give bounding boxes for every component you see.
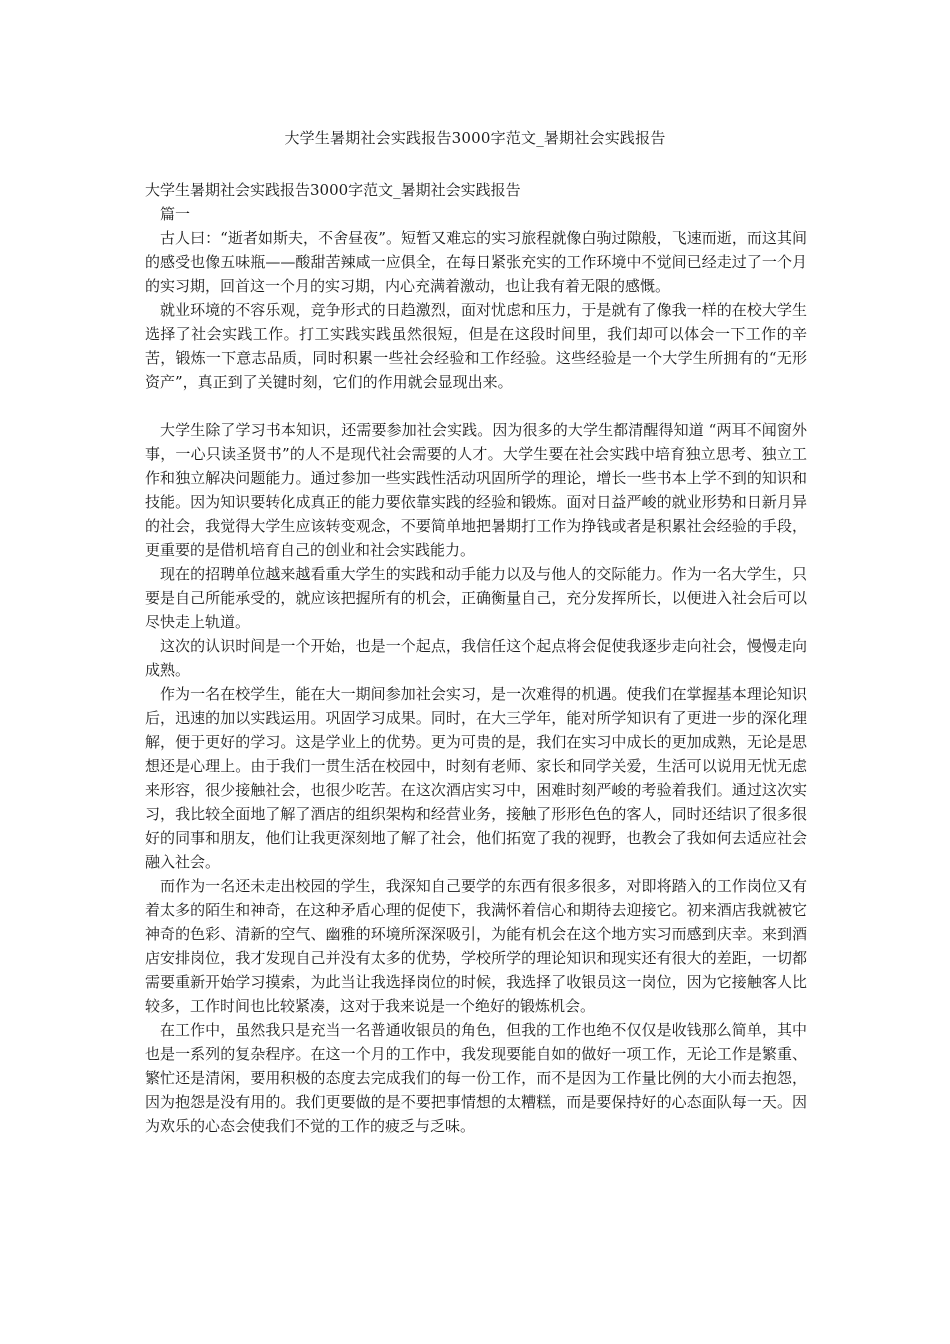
paragraph: 而作为一名还未走出校园的学生，我深知自己要学的东西有很多很多，对即将踏入的工作岗位又有着太多的陌生和神奇，在这种矛盾心理的促使下，我满怀着信心和期待去迎接它。初来酒店我就被它神奇的色彩、清新的空气、幽雅的环境所深深吸引，为能有机会在这个地方实习而感到庆幸。来到酒店安排岗位，我才发现自己并没有太多的优势，学校所学的理论知识和现实还有很大的差距，一切都需要重新开始学习摸索，为此当让我选择岗位的时候，我选择了收银员这一岗位，因为它接触客人比较多，工作时间也比较紧凑，这对于我来说是一个绝好的锻炼机会。 — [145, 877, 807, 1015]
section-label: 篇一 — [160, 205, 191, 223]
blank-line — [145, 394, 807, 418]
paragraph: 在工作中，虽然我只是充当一名普通收银员的角色，但我的工作也绝不仅仅是收钱那么简单，其中也是一系列的复杂程序。在这一个月的工作中，我发现要能自如的做好一项工作，无论工作是繁重、繁忙还是清闲，要用积极的态度去完成我们的每一份工作，而不是因为工作量比例的大小而去抱怨，因为抱怨是没有用的。我们更要做的是不要把事情想的太糟糕，而是要保持好的心态面队每一天。因为欢乐的心态会使我们不觉的工作的疲乏与乏味。 — [145, 1021, 807, 1135]
document-body — [145, 178, 807, 1138]
document-subtitle: 大学生暑期社会实践报告3000字范文_暑期社会实践报告 — [145, 181, 521, 199]
paragraph: 古人曰：“逝者如斯夫，不舍昼夜”。短暂又难忘的实习旅程就像白驹过隙般，飞速而逝，而这其间的感受也像五味瓶——酸甜苦辣咸一应俱全，在每日紧张充实的工作环境中不觉间已经走过了一个月的实习期，回首这一个月的实习期，内心充满着激动，也让我有着无限的感慨。 — [145, 229, 807, 295]
paragraph: 现在的招聘单位越来越看重大学生的实践和动手能力以及与他人的交际能力。作为一名大学生，只要是自己所能承受的，就应该把握所有的机会，正确衡量自己，充分发挥所长，以便进入社会后可以尽快走上轨道。 — [145, 565, 807, 631]
paragraph: 就业环境的不容乐观，竞争形式的日趋激烈，面对忧虑和压力，于是就有了像我一样的在校大学生选择了社会实践工作。打工实践实践虽然很短，但是在这段时间里，我们却可以体会一下工作的辛苦，锻炼一下意志品质，同时积累一些社会经验和工作经验。这些经验是一个大学生所拥有的“无形资产”，真正到了关键时刻，它们的作用就会显现出来。 — [145, 301, 807, 391]
paragraph: 大学生除了学习书本知识，还需要参加社会实践。因为很多的大学生都清醒得知道 “两耳不闻窗外事，一心只读圣贤书”的人不是现代社会需要的人才。大学生要在社会实践中培育独立思考、独立工作和独立解决问题能力。通过参加一些实践性活动巩固所学的理论，增长一些书本上学不到的知识和技能。因为知识要转化成真正的能力要依靠实践的经验和锻炼。面对日益严峻的就业形势和日新月异的社会，我觉得大学生应该转变观念，不要简单地把暑期打工作为挣钱或者是积累社会经验的手段，更重要的是借机培育自己的创业和社会实践能力。 — [145, 421, 807, 559]
paragraph: 这次的认识时间是一个开始，也是一个起点，我信任这个起点将会促使我逐步走向社会，慢慢走向成熟。 — [145, 637, 807, 679]
paragraph: 作为一名在校学生，能在大一期间参加社会实习，是一次难得的机遇。使我们在掌握基本理论知识后，迅速的加以实践运用。巩固学习成果。同时，在大三学年，能对所学知识有了更进一步的深化理解，便于更好的学习。这是学业上的优势。更为可贵的是，我们在实习中成长的更加成熟，无论是思想还是心理上。由于我们一贯生活在校园中，时刻有老师、家长和同学关爱，生活可以说用无忧无虑来形容，很少接触社会，也很少吃苦。在这次酒店实习中，困难时刻严峻的考验着我们。通过这次实习，我比较全面地了解了酒店的组织架构和经营业务，接触了形形色色的客人，同时还结识了很多很好的同事和朋友，他们让我更深刻地了解了社会，他们拓宽了我的视野，也教会了我如何去适应社会融入社会。 — [145, 685, 807, 871]
document-title: 大学生暑期社会实践报告3000字范文_暑期社会实践报告 — [284, 129, 666, 147]
